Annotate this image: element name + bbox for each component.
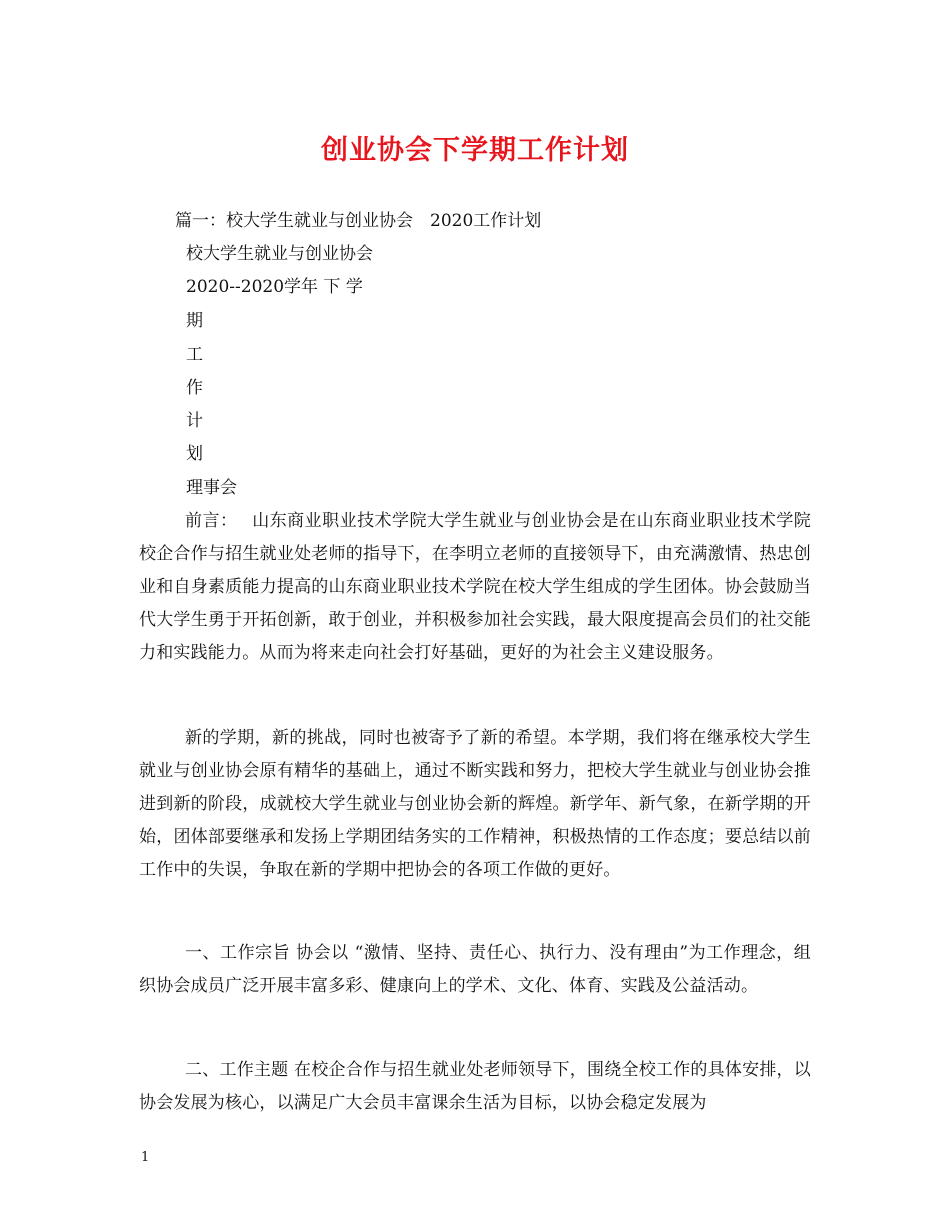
document-title: 创业协会下学期工作计划: [321, 135, 629, 166]
header-line-char-5: 划: [186, 444, 203, 464]
page-number: 1: [141, 1150, 150, 1165]
header-line-char-4: 计: [186, 411, 203, 431]
paragraph-preface: 前言： 山东商业职业技术学院大学生就业与创业协会是在山东商业职业技术学院校企合作与招生就业处老师的指导下，在李明立老师的直接领导下，由充满激情、热忠创业和自身素质能力提高的山东商业职业技术学院在校大学生组成的学生团体。协会鼓励当代大学生勇于开拓创新，敢于创业，并积极参加社会实践，最大限度提高会员们的社交能力和实践能力。从而为将来走向社会打好基础，更好的为社会主义建设服务。: [139, 511, 811, 663]
header-line-char-2: 工: [186, 345, 203, 365]
header-line-char-3: 作: [186, 378, 203, 398]
paragraph-new-semester: 新的学期，新的挑战，同时也被寄予了新的希望。本学期，我们将在继承校大学生就业与创业协会原有精华的基础上，通过不断实践和努力，把校大学生就业与创业协会推进到新的阶段，成就校大学生就业与创业协会新的辉煌。新学年、新气象，在新学期的开始，团体部要继承和发扬上学期团结务实的工作精神，积极热情的工作态度；要总结以前工作中的失误，争取在新的学期中把协会的各项工作做的更好。: [139, 728, 811, 880]
header-line-year: 2020--2020学年 下 学: [186, 277, 363, 297]
paragraph-theme: 二、工作主题 在校企合作与招生就业处老师领导下，围绕全校工作的具体安排，以协会发展为核心，以满足广大会员丰富课余生活为目标，以协会稳定发展为: [139, 1060, 811, 1113]
header-line-council: 理事会: [186, 478, 237, 498]
header-line-chapter: 篇一：校大学生就业与创业协会 2020工作计划: [175, 211, 542, 231]
header-line-org: 校大学生就业与创业协会: [186, 244, 373, 264]
paragraph-purpose: 一、工作宗旨 协会以 “激情、坚持、责任心、执行力、没有理由”为工作理念，组织协会成员广泛开展丰富多彩、健康向上的学术、文化、体育、实践及公益活动。: [139, 943, 811, 996]
header-line-char-1: 期: [186, 311, 203, 331]
